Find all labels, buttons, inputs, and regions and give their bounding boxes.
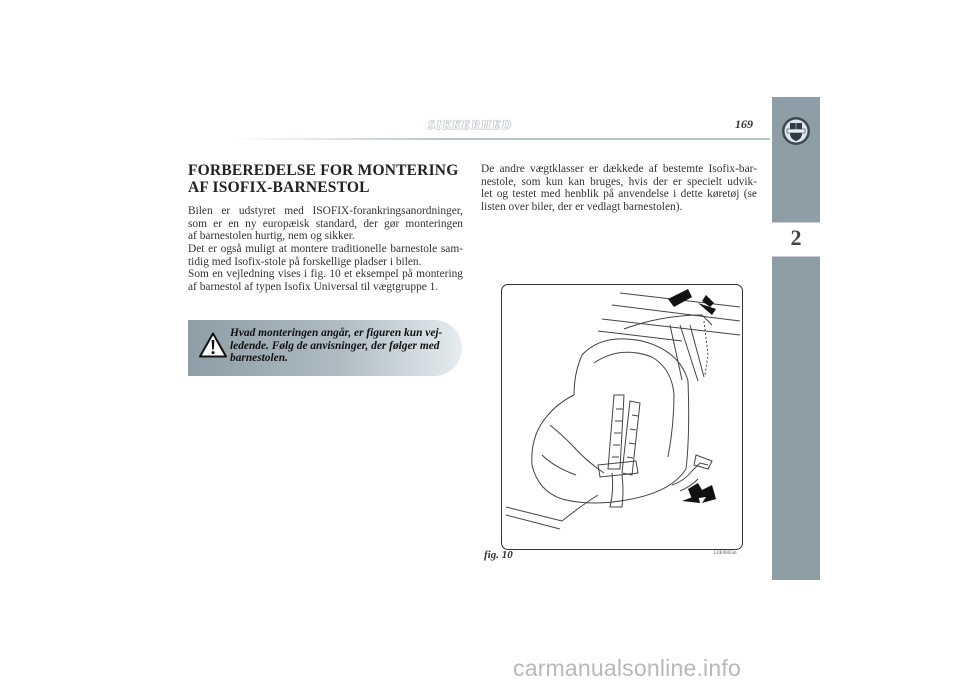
paragraph-isofix-intro bbox=[188, 205, 463, 243]
heading-line: AF ISOFIX-BARNESTOL bbox=[188, 179, 370, 196]
text-line: Bilen er udstyret med ISOFIX-forankringsanordninger, bbox=[188, 205, 463, 217]
header-rule bbox=[230, 138, 770, 140]
text-line: Hvad monteringen angår, er figuren kun vej- bbox=[230, 327, 443, 339]
text-line: let og testet med henblik på anvendelse i dette køretøj (se bbox=[481, 188, 757, 201]
page-number: 169 bbox=[735, 117, 753, 131]
isofix-child-seat-illustration bbox=[502, 285, 742, 549]
figure-caption: fig. 10 bbox=[484, 549, 513, 561]
watermark: carmanualsonline.info bbox=[513, 655, 741, 681]
text-line: af barnestolen hurtig, nem og sikker. bbox=[188, 230, 355, 243]
warning-text bbox=[230, 327, 452, 365]
text-line: Det er også muligt at montere traditionelle barnestole sam- bbox=[188, 243, 463, 255]
text-line: tidig med Isofix-stole på forskellige pladser i bilen. bbox=[188, 255, 422, 268]
paragraph-weight-classes bbox=[481, 163, 757, 213]
text-line: listen over biler, der er vedlagt barnestolen). bbox=[481, 200, 683, 213]
text-line: nestole, som kun kan bruges, hvis der er specielt udvik- bbox=[481, 175, 757, 188]
text-line: barnestolen. bbox=[230, 352, 288, 364]
text-line: af barnestol af typen Isofix Universal til vægtgruppe 1. bbox=[188, 280, 439, 293]
lancia-logo-icon bbox=[781, 116, 811, 146]
heading-line: FORBEREDELSE FOR MONTERING bbox=[188, 162, 459, 179]
paragraph-example bbox=[188, 268, 463, 293]
chapter-side-tab bbox=[772, 97, 820, 580]
warning-triangle-icon bbox=[199, 332, 227, 358]
text-line: Som en vejledning vises i fig. 10 et eksempel på montering bbox=[188, 268, 463, 280]
text-line: som er en ny europæisk standard, der gør monteringen bbox=[188, 217, 463, 230]
warning-box bbox=[188, 320, 462, 376]
text-line: De andre vægtklasser er dækkede af bestemte Isofix-bar- bbox=[481, 163, 757, 175]
text-line: ledende. Følg de anvisninger, der følger med bbox=[230, 339, 440, 352]
section-title: SIKKERHED bbox=[427, 117, 513, 132]
page-heading bbox=[188, 162, 463, 196]
chapter-number: 2 bbox=[790, 225, 802, 250]
figure-code: L0E0065m bbox=[714, 551, 737, 556]
figure-child-seat bbox=[501, 284, 743, 550]
paragraph-traditional-seats bbox=[188, 243, 463, 268]
